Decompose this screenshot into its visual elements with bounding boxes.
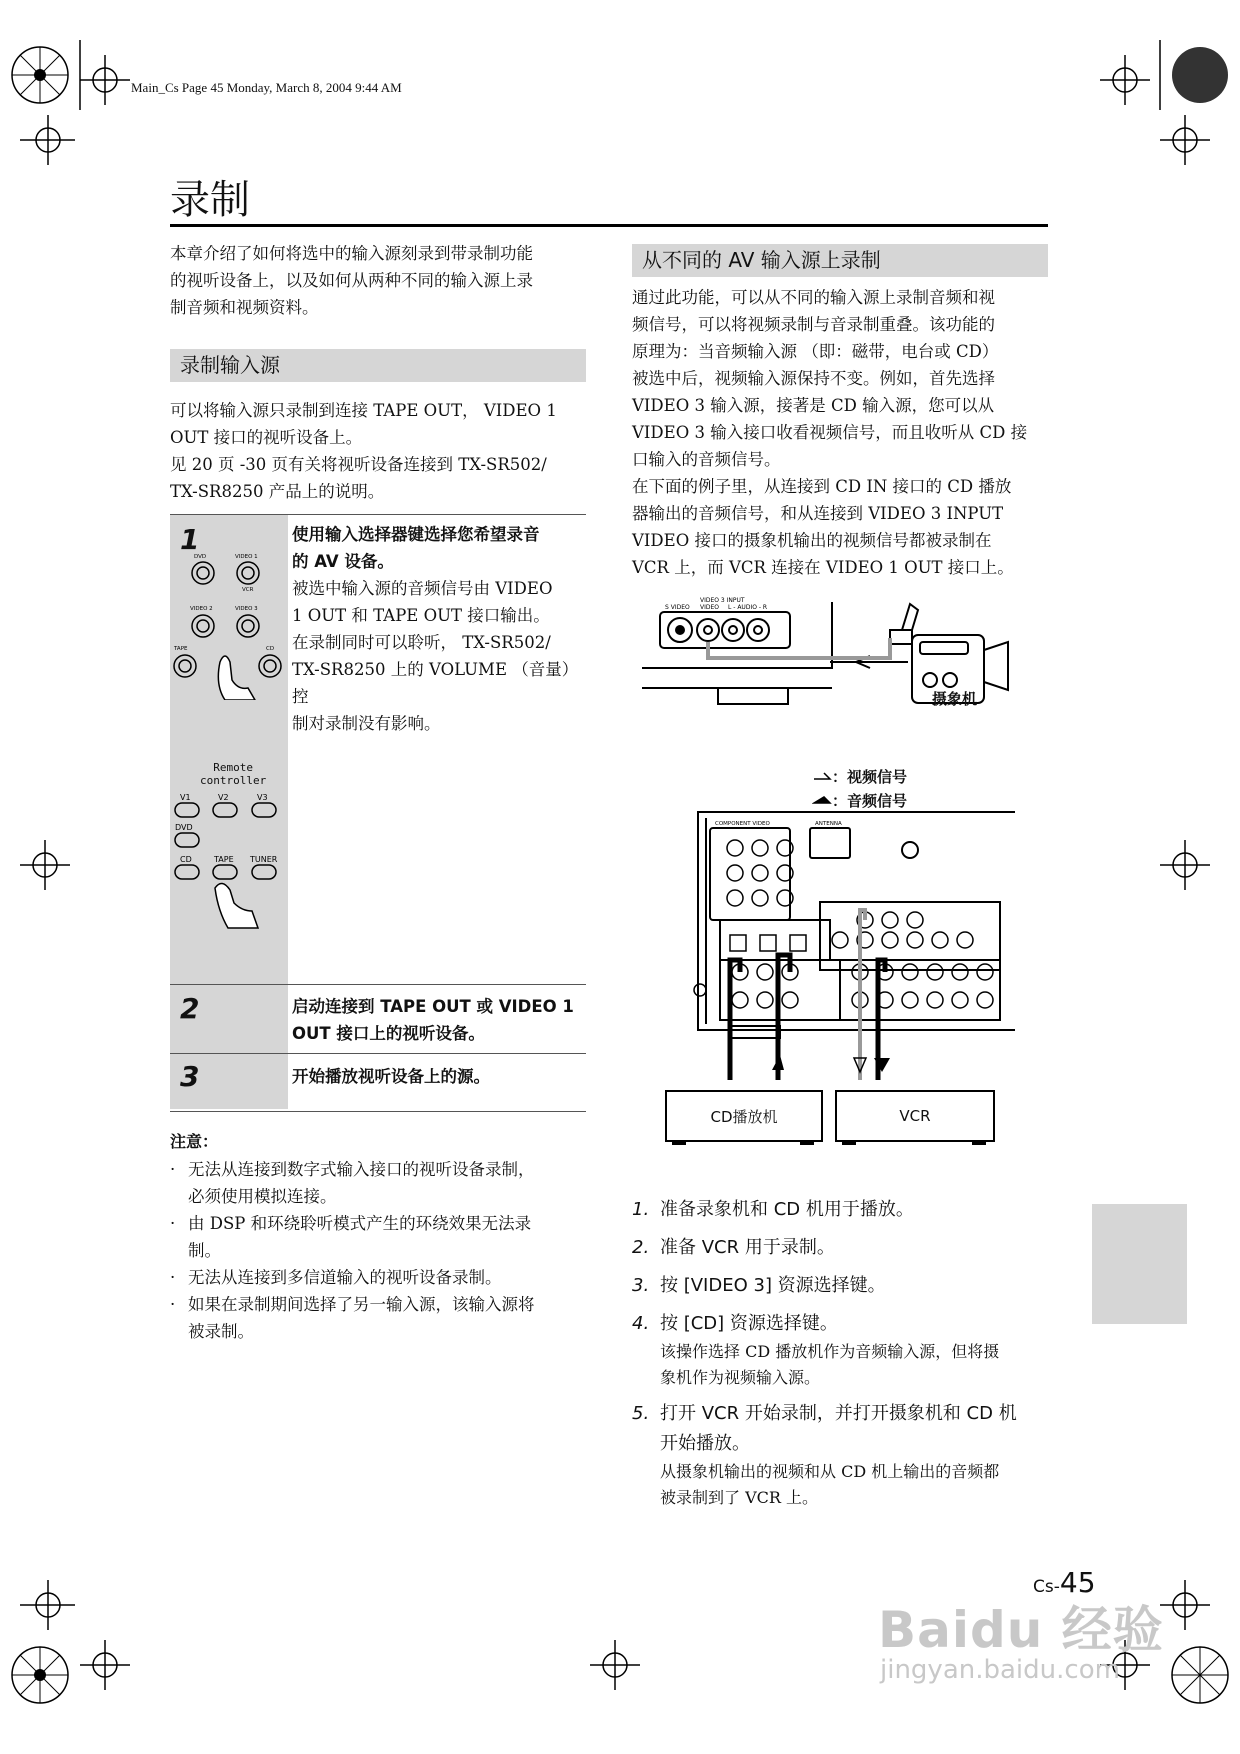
remote-v3: V3 <box>257 793 268 802</box>
baidu-watermark: Baidu 经验 <box>878 1601 1164 1659</box>
camcorder-label: 摄象机 <box>932 690 978 708</box>
label-vcr: VCR <box>242 587 254 593</box>
intro-paragraph: 本章介绍了如何将选中的输入源刻录到带录制功能 的视听设备上，以及如何从两种不同的输入源上录 制音频和视频资料。 <box>170 244 533 317</box>
baidu-watermark-url: jingyan.baidu.com <box>880 1655 1120 1685</box>
step-2-text: 启动连接到 TAPE OUT 或 VIDEO 1 OUT 接口上的视听设备。 <box>292 997 574 1043</box>
remote-v2: V2 <box>218 793 229 802</box>
procedure-list <box>632 1195 1072 1511</box>
notes-title: 注意： <box>170 1132 219 1151</box>
steps-table <box>170 514 586 1112</box>
title-rule <box>170 224 1048 227</box>
record-source-paragraph: 可以将输入源只录制到连接 TAPE OUT， VIDEO 1 OUT 接口的视听设备上。 见 20 页 -30 页有关将视听设备连接到 TX-SR502/ TX-SR8250 产品上的说明。 <box>170 401 557 501</box>
step-number: 2 <box>180 992 200 1025</box>
label-component-video: COMPONENT VIDEO <box>715 821 770 827</box>
cd-player-box: CD播放机 <box>665 1090 823 1142</box>
example-paragraph: 在下面的例子里，从连接到 CD IN 接口的 CD 播放 器输出的音频信号，和从连接到 VIDEO 3 INPUT VIDEO 接口的摄象机输出的视频信号都被录制在 VCR 上，而 VCR 连接在 VIDEO 1 OUT 接口上。 <box>632 477 1014 577</box>
label-audio: L - AUDIO - R <box>728 604 768 611</box>
label-tape: TAPE <box>174 646 188 652</box>
section-heading-record-source: 录制输入源 <box>170 349 586 382</box>
step-1-text: 使用输入选择器键选择您希望录音 的 AV 设备。 被选中输入源的音频信号由 VIDEO 1 OUT 和 TAPE OUT 接口输出。 在录制同时可以聆听， TX-SR502/ TX-SR8250 上的 VOLUME （音量）控 制对录制没有影响。 <box>292 525 579 733</box>
remote-controller-illustration <box>170 793 288 933</box>
video-signal-icon <box>812 771 832 781</box>
label-antenna: ANTENNA <box>815 821 842 827</box>
label-video3-input: VIDEO 3 INPUT <box>700 597 745 604</box>
step-number: 3 <box>180 1060 200 1093</box>
section-heading-record-av: 从不同的 AV 输入源上录制 <box>632 244 1048 277</box>
procedure-step: 4. 按 [CD] 资源选择键。 <box>632 1313 838 1334</box>
remote-title: Remote controller <box>200 761 267 787</box>
remote-tape: TAPE <box>214 855 234 864</box>
note-item: · 无法从连接到多信道输入的视听设备录制。 <box>170 1268 502 1287</box>
procedure-step: 1. 准备录象机和 CD 机用于播放。 <box>632 1199 914 1220</box>
label-video2: VIDEO 2 <box>190 606 213 612</box>
step-number: 1 <box>180 523 200 556</box>
print-header: Main_Cs Page 45 Monday, March 8, 2004 9:44 AM <box>131 80 402 95</box>
label-cd: CD <box>266 646 275 652</box>
label-svideo: S VIDEO <box>665 604 690 611</box>
label-video: VIDEO <box>700 604 720 611</box>
procedure-step: 2. 准备 VCR 用于录制。 <box>632 1237 835 1258</box>
note-item: · 由 DSP 和环绕聆听模式产生的环绕效果无法录 制。 <box>170 1214 532 1260</box>
note-item: · 如果在录制期间选择了另一输入源，该输入源将 被录制。 <box>170 1295 535 1341</box>
page-title: 录制 <box>170 177 250 223</box>
signal-legend: ：视频信号 ：音频信号 <box>812 764 907 812</box>
procedure-step: 5. 打开 VCR 开始录制，并打开摄象机和 CD 机 开始播放。 <box>632 1403 1017 1454</box>
label-video1: VIDEO 1 <box>235 554 258 560</box>
record-av-paragraph: 通过此功能，可以从不同的输入源上录制音频和视 频信号，可以将视频录制与音录制重叠。该功能的 原理为：当音频输入源 （即：磁带，电台或 CD） 被选中后，视频输入源保持不变。例如，首先选择 VIDEO 3 输入源，接著是 CD 输入源，您可以从 VIDEO 3 输入接口收看视频信号，而且收听从 CD 接 口输入的音频信号。 <box>632 288 1028 469</box>
procedure-step-detail: 该操作选择 CD 播放机作为音频输入源，但将摄 象机作为视频输入源。 <box>660 1342 1000 1387</box>
procedure-step: 3. 按 [VIDEO 3] 资源选择键。 <box>632 1275 886 1296</box>
chapter-side-tab <box>1092 1204 1187 1324</box>
notes <box>170 1128 590 1345</box>
label-video3: VIDEO 3 <box>235 606 258 612</box>
remote-cd: CD <box>180 855 192 864</box>
note-item: · 无法从连接到数字式输入接口的视听设备录制， 必须使用模拟连接。 <box>170 1160 535 1206</box>
step-3-text: 开始播放视听设备上的源。 <box>292 1067 490 1086</box>
remote-v1: V1 <box>180 793 191 802</box>
audio-signal-icon <box>812 795 832 805</box>
camcorder-connection-diagram <box>640 590 1060 710</box>
input-selector-illustration <box>170 550 288 700</box>
procedure-step-detail: 从摄象机输出的视频和从 CD 机上输出的音频都 被录制到了 VCR 上。 <box>660 1462 1000 1507</box>
vcr-box: VCR <box>835 1090 995 1142</box>
remote-tuner: TUNER <box>250 855 278 864</box>
page-number: Cs-45 <box>1033 1566 1096 1599</box>
label-dvd: DVD <box>194 554 207 560</box>
remote-dvd: DVD <box>175 823 193 832</box>
